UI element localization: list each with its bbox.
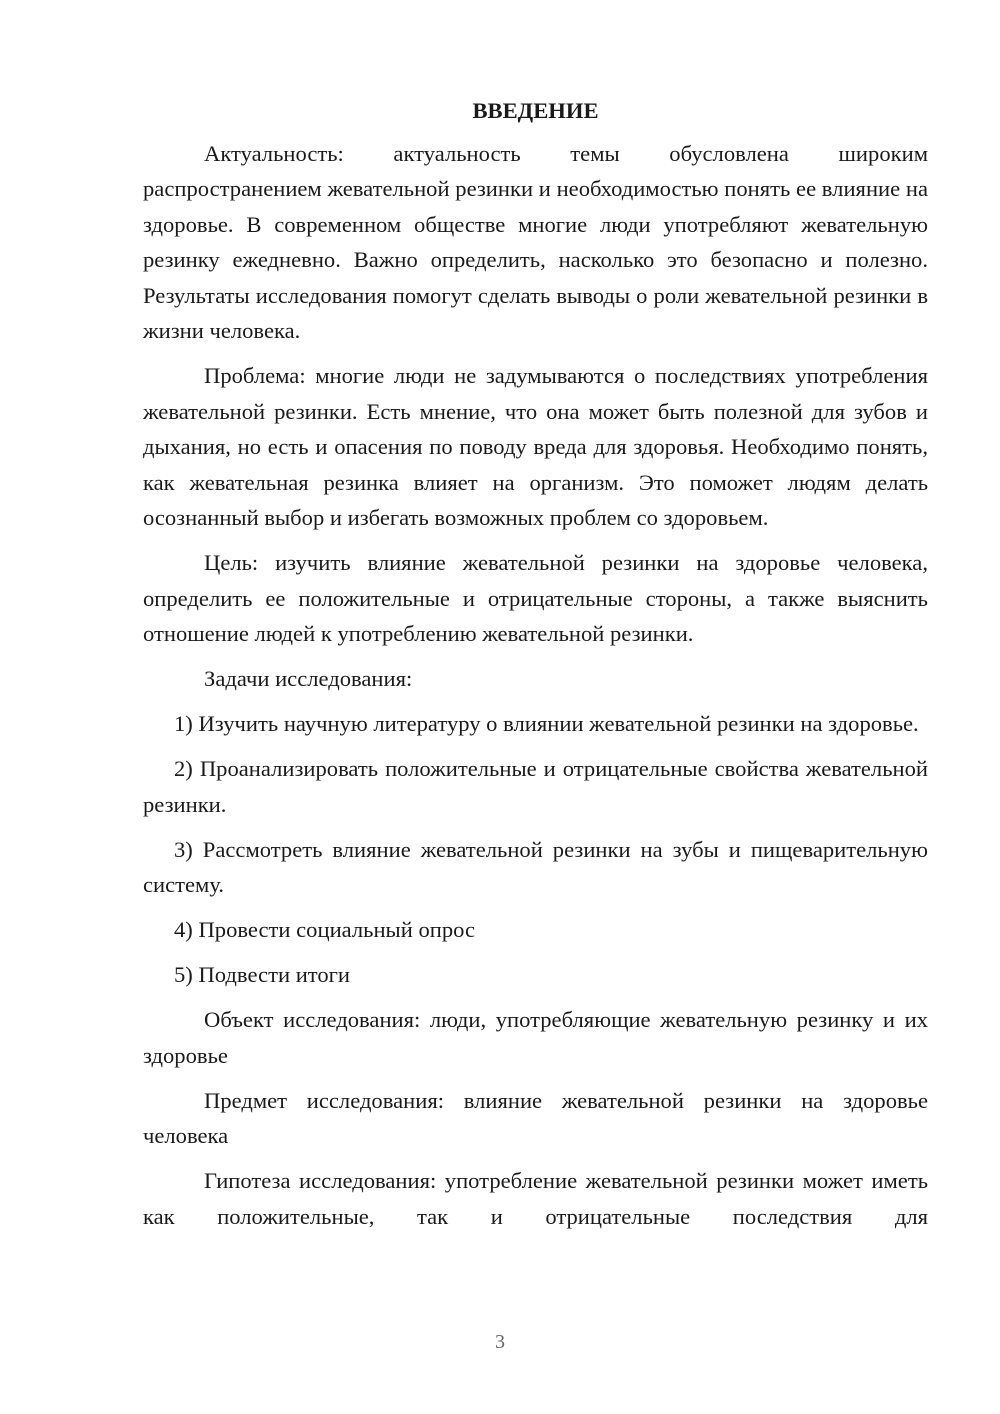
task-item-3: 3) Рассмотреть влияние жевательной резинки на зубы и пищеварительную систему. xyxy=(143,836,928,897)
subject-paragraph: Предмет исследования: влияние жевательной резинки на здоровье человека xyxy=(143,1087,928,1148)
page-number: 3 xyxy=(495,1331,505,1353)
task-item-5: 5) Подвести итоги xyxy=(174,962,351,987)
hypothesis-paragraph: Гипотеза исследования: употребление жевательной резинки может иметь как положительные, так и отрицательные последствия для xyxy=(143,1168,928,1229)
object-paragraph: Объект исследования: люди, употребляющие жевательную резинку и их здоровье xyxy=(143,1007,928,1068)
task-item-4: 4) Провести социальный опрос xyxy=(174,917,476,942)
task-item-1: 1) Изучить научную литературу о влиянии жевательной резинки на здоровье. xyxy=(174,711,919,736)
relevance-paragraph: Актуальность: актуальность темы обусловлена широким распространением жевательной резинки и необходимостью понять ее влияние на здоровье. В современном обществе многие люди употребляют жевательную резинку ежедневно. Важно определить, насколько это безопасно и полезно. Результаты исследования помогут сделать выводы о роли жевательной резинки в жизни человека. xyxy=(143,140,928,343)
task-item-2: 2) Проанализировать положительные и отрицательные свойства жевательной резинки. xyxy=(143,756,928,817)
page-content xyxy=(143,93,928,1244)
goal-paragraph: Цель: изучить влияние жевательной резинки на здоровье человека, определить ее положительные и отрицательные стороны, а также выяснить отношение людей к употреблению жевательной резинки. xyxy=(143,550,928,646)
problem-paragraph: Проблема: многие люди не задумываются о последствиях употребления жевательной резинки. Есть мнение, что она может быть полезной для зубов и дыхания, но есть и опасения по поводу вреда для здоровья. Необходимо понять, как жевательная резинка влияет на организм. Это поможет людям делать осознанный выбор и избегать возможных проблем со здоровьем. xyxy=(143,363,928,530)
page-title: ВВЕДЕНИЕ xyxy=(472,98,599,123)
tasks-heading: Задачи исследования: xyxy=(204,666,413,691)
